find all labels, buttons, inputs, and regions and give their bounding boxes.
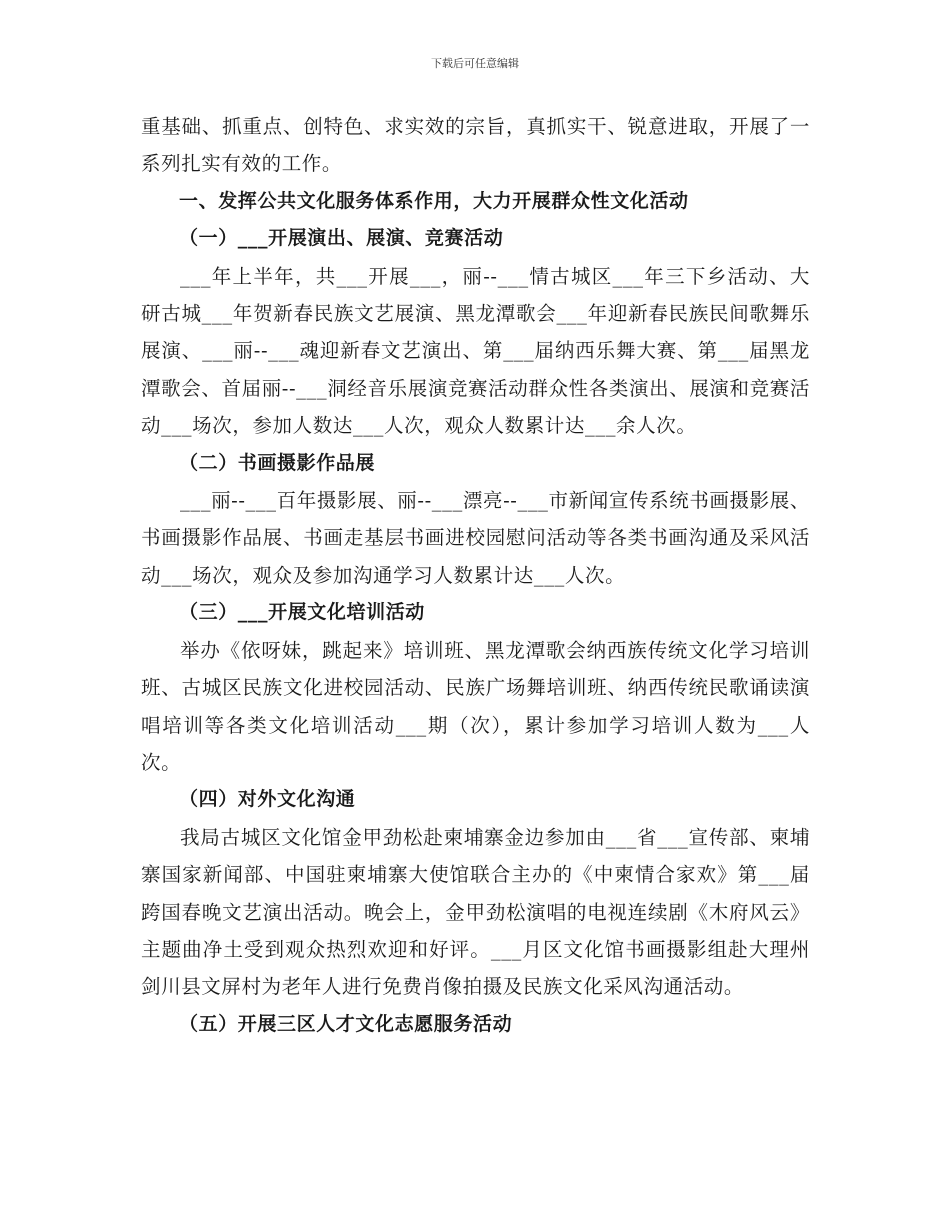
section-heading-1: 一、发挥公共文化服务体系作用，大力开展群众性文化活动	[179, 189, 689, 212]
subsection-heading-4: （四）对外文化沟通	[179, 788, 356, 811]
paragraph-exhibitions: ___丽--___百年摄影展、丽--___漂亮--___市新闻宣传系统书画摄影展、书画摄影作品展、书画走基层书画进校园慰问活动等各类书画沟通及采风活动___场次，观众及参加沟通学习人数累计达___人次。	[141, 489, 810, 587]
document-body	[141, 108, 810, 1043]
paragraph-continuation: 重基础、抓重点、创特色、求实效的宗旨，真抓实干、锐意进取，开展了一系列扎实有效的工作。	[141, 115, 810, 176]
subsection-heading-2: （二）书画摄影作品展	[179, 451, 376, 474]
paragraph-exchange: 我局古城区文化馆金甲劲松赴柬埔寨金边参加由___省___宣传部、柬埔寨国家新闻部、中国驻柬埔寨大使馆联合主办的《中柬情合家欢》第___届跨国春晚文艺演出活动。晚会上，金甲劲松演唱的电视连续剧《木府风云》主题曲净土受到观众热烈欢迎和好评。___月区文化馆书画摄影组赴大理州剑川县文屏村为老年人进行免费肖像拍摄及民族文化采风沟通活动。	[141, 825, 810, 999]
header-note: 下载后可任意编辑	[431, 57, 519, 70]
paragraph-performances: ___年上半年，共___开展___，丽--___情古城区___年三下乡活动、大研古城___年贺新春民族文艺展演、黑龙潭歌会___年迎新春民族民间歌舞乐展演、___丽--___魂迎新春文艺演出、第___届纳西乐舞大赛、第___届黑龙潭歌会、首届丽--___洞经音乐展演竞赛活动群众性各类演出、展演和竞赛活动___场次，参加人数达___人次，观众人数累计达___余人次。	[141, 264, 810, 438]
paragraph-training: 举办《依呀妹，跳起来》培训班、黑龙潭歌会纳西族传统文化学习培训班、古城区民族文化进校园活动、民族广场舞培训班、纳西传统民歌诵读演唱培训等各类文化培训活动___期（次），累计参加学习培训人数为___人次。	[141, 638, 810, 774]
subsection-heading-1: （一）___开展演出、展演、竞赛活动	[179, 227, 504, 250]
subsection-heading-5: （五）开展三区人才文化志愿服务活动	[179, 1012, 513, 1035]
subsection-heading-3: （三）___开展文化培训活动	[179, 601, 425, 624]
